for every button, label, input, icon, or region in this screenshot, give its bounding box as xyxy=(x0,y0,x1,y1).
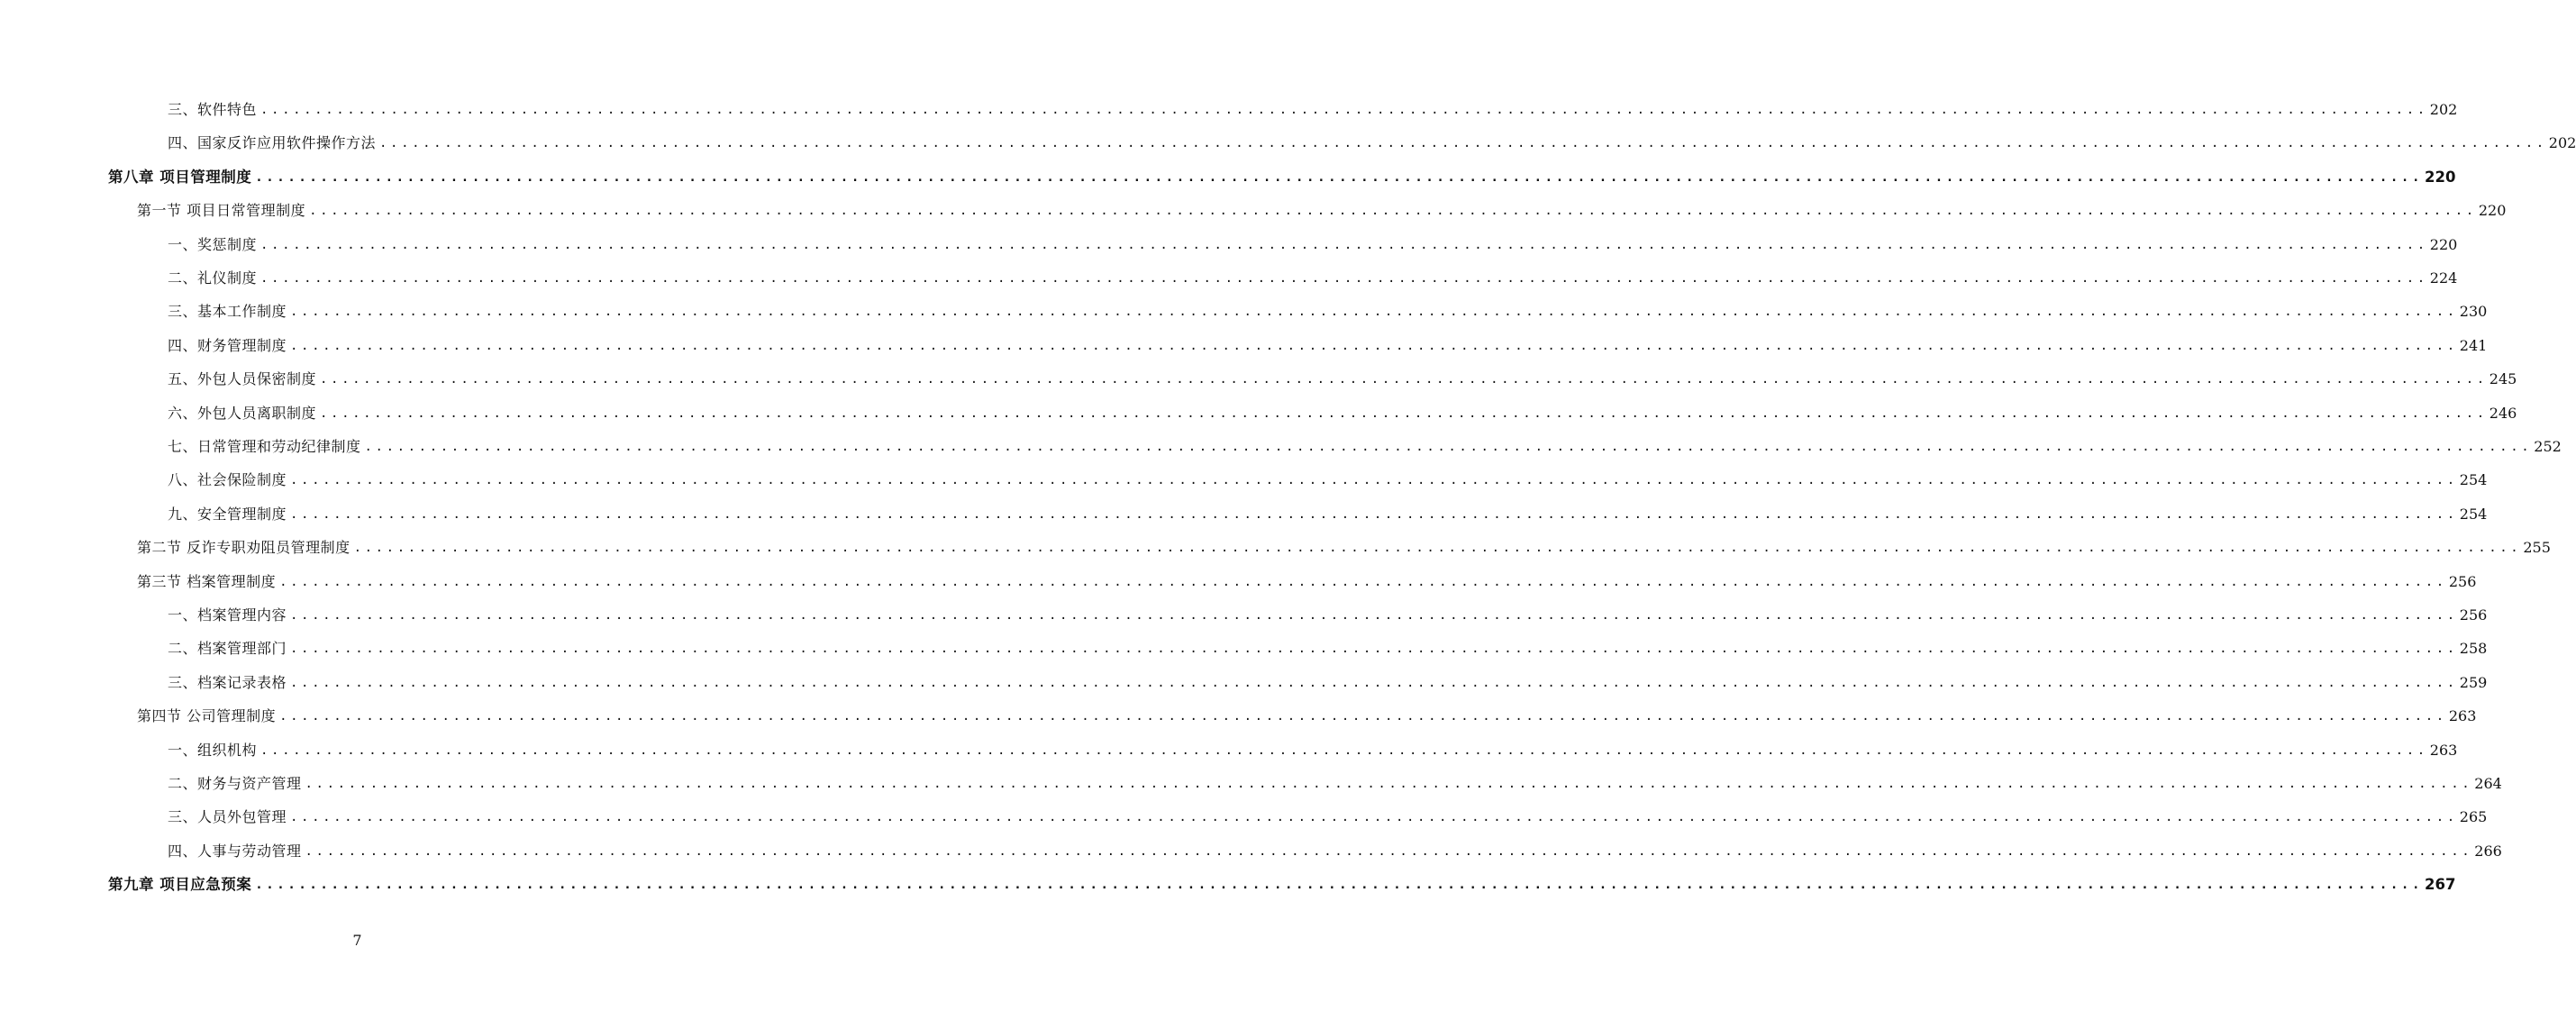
toc-entry-page: 220 xyxy=(2425,168,2456,186)
toc-entry-page: 267 xyxy=(2425,876,2456,893)
toc-entry-page: 254 xyxy=(2459,471,2488,488)
toc-entry[interactable] xyxy=(168,771,2502,793)
toc-entry-page: 256 xyxy=(2448,573,2477,590)
toc-dot-leader: ........................................................................................................................................................................................................ xyxy=(260,103,2428,117)
toc-entry-title: 一、组织机构 xyxy=(168,742,258,759)
toc-entry-title: 三、档案记录表格 xyxy=(168,674,287,691)
toc-dot-leader: ........................................................................................................................................................................................................ xyxy=(379,136,2547,150)
toc-entry[interactable] xyxy=(168,468,2488,489)
toc-entry-page: 246 xyxy=(2489,405,2517,422)
toc-entry[interactable] xyxy=(137,569,2477,591)
toc-dot-leader: ........................................................................................................................................................................................................ xyxy=(290,507,2458,522)
toc-entry-page: 252 xyxy=(2534,438,2562,455)
toc-dot-leader: ........................................................................................................................................................................................................ xyxy=(309,204,2477,218)
toc-entry-title: 一、奖惩制度 xyxy=(168,236,258,253)
toc-entry-page: 255 xyxy=(2523,539,2551,556)
toc-entry-title: 四、国家反诈应用软件操作方法 xyxy=(168,134,377,151)
toc-dot-leader: ........................................................................................................................................................................................................ xyxy=(290,676,2458,690)
toc-entry-page: 241 xyxy=(2459,337,2488,354)
toc-entry[interactable] xyxy=(168,333,2488,355)
toc-dot-leader: ........................................................................................................................................................................................................ xyxy=(364,440,2533,454)
toc-dot-leader: ........................................................................................................................................................................................................ xyxy=(305,777,2473,791)
toc-entry[interactable] xyxy=(168,603,2488,624)
toc-entry-page: 265 xyxy=(2459,808,2488,825)
toc-entry[interactable] xyxy=(168,670,2488,692)
toc-dot-leader: ........................................................................................................................................................................................................ xyxy=(260,743,2428,758)
toc-entry-title: 第三节 档案管理制度 xyxy=(137,573,277,590)
toc-entry-title: 八、社会保险制度 xyxy=(168,471,287,488)
toc-entry-page: 254 xyxy=(2459,506,2488,523)
toc-entry[interactable] xyxy=(108,165,2456,187)
toc-entry-page: 245 xyxy=(2489,370,2517,387)
toc-entry-title: 四、人事与劳动管理 xyxy=(168,842,302,860)
toc-entry-page: 256 xyxy=(2459,606,2488,624)
toc-entry[interactable] xyxy=(168,131,2576,152)
toc-dot-leader: ........................................................................................................................................................................................................ xyxy=(290,642,2458,656)
toc-entry-title: 一、档案管理内容 xyxy=(168,606,287,624)
toc-entry-page: 264 xyxy=(2474,775,2502,792)
toc-dot-leader: ........................................................................................................................................................................................................ xyxy=(290,608,2458,623)
toc-entry-title: 六、外包人员离职制度 xyxy=(168,405,317,422)
toc-entry[interactable] xyxy=(168,636,2488,658)
toc-entry[interactable] xyxy=(137,704,2477,725)
toc-entry[interactable] xyxy=(168,299,2488,321)
toc-dot-leader: ........................................................................................................................................................................................................ xyxy=(260,238,2428,252)
toc-entry-title: 五、外包人员保密制度 xyxy=(168,370,317,387)
page-number: 7 xyxy=(352,932,362,949)
toc-dot-leader: ........................................................................................................................................................................................................ xyxy=(279,709,2447,724)
toc-dot-leader: ........................................................................................................................................................................................................ xyxy=(290,473,2458,487)
toc-entry-title: 三、人员外包管理 xyxy=(168,808,287,825)
toc-entry[interactable] xyxy=(168,434,2562,456)
toc-entry[interactable] xyxy=(168,401,2517,423)
toc-entry[interactable] xyxy=(137,535,2551,557)
toc-entry[interactable] xyxy=(168,97,2458,119)
toc-entry-title: 三、基本工作制度 xyxy=(168,303,287,320)
toc-entry-title: 二、档案管理部门 xyxy=(168,640,287,657)
toc-entry-title: 二、礼仪制度 xyxy=(168,269,258,287)
toc-entry-title: 四、财务管理制度 xyxy=(168,337,287,354)
toc-entry[interactable] xyxy=(137,198,2507,220)
toc-entry[interactable] xyxy=(168,367,2517,388)
toc-entry-title: 第一节 项目日常管理制度 xyxy=(137,202,306,219)
toc-dot-leader: ........................................................................................................................................................................................................ xyxy=(279,575,2447,589)
toc-dot-leader: ........................................................................................................................................................................................................ xyxy=(305,844,2473,859)
toc-dot-leader: ........................................................................................................................................................................................................ xyxy=(255,170,2423,185)
toc-dot-leader: ........................................................................................................................................................................................................ xyxy=(320,372,2488,387)
toc-dot-leader: ........................................................................................................................................................................................................ xyxy=(290,305,2458,319)
toc-entry-title: 第八章 项目管理制度 xyxy=(108,168,252,186)
toc-entry-page: 230 xyxy=(2459,303,2488,320)
toc-entry-title: 第四节 公司管理制度 xyxy=(137,707,277,724)
toc-entry-page: 259 xyxy=(2459,674,2488,691)
toc-entry-title: 七、日常管理和劳动纪律制度 xyxy=(168,438,361,455)
toc-entry-page: 266 xyxy=(2474,842,2502,860)
toc-dot-leader: ........................................................................................................................................................................................................ xyxy=(290,339,2458,353)
toc-entry-page: 220 xyxy=(2478,202,2507,219)
toc-dot-leader: ........................................................................................................................................................................................................ xyxy=(320,406,2488,421)
toc-entry-title: 二、财务与资产管理 xyxy=(168,775,302,792)
toc-dot-leader: ........................................................................................................................................................................................................ xyxy=(260,271,2428,286)
toc-entry-title: 第九章 项目应急预案 xyxy=(108,876,252,893)
toc-entry[interactable] xyxy=(168,502,2488,524)
toc-entry[interactable] xyxy=(168,805,2488,826)
toc-entry-page: 258 xyxy=(2459,640,2488,657)
toc-entry-page: 263 xyxy=(2429,742,2458,759)
toc-entry-page: 202 xyxy=(2548,134,2576,151)
toc-entry[interactable] xyxy=(168,738,2458,760)
toc-entry-title: 九、安全管理制度 xyxy=(168,506,287,523)
toc-dot-leader: ........................................................................................................................................................................................................ xyxy=(353,541,2522,555)
toc-entry-title: 三、软件特色 xyxy=(168,101,258,118)
toc-entry-page: 202 xyxy=(2429,101,2458,118)
toc-entry[interactable] xyxy=(168,839,2502,861)
toc-entry[interactable] xyxy=(108,872,2456,894)
toc-entry-page: 224 xyxy=(2429,269,2458,287)
toc-entry[interactable] xyxy=(168,232,2458,254)
toc-entry-page: 220 xyxy=(2429,236,2458,253)
toc-dot-leader: ........................................................................................................................................................................................................ xyxy=(255,878,2423,892)
toc-entry-title: 第二节 反诈专职劝阻员管理制度 xyxy=(137,539,350,556)
toc-dot-leader: ........................................................................................................................................................................................................ xyxy=(290,810,2458,824)
toc-entry-page: 263 xyxy=(2448,707,2477,724)
toc-entry[interactable] xyxy=(168,266,2458,287)
